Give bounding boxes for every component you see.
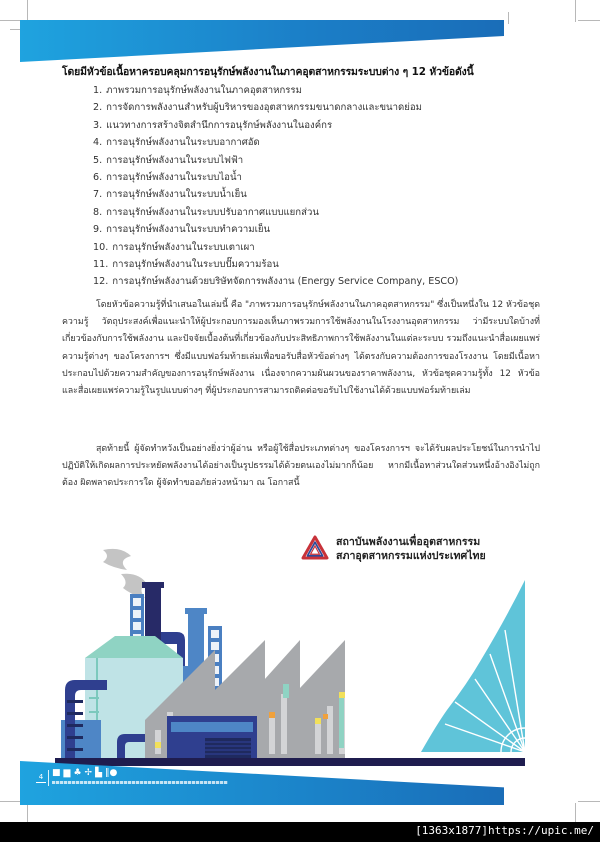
topic-number: 3. [93, 119, 103, 131]
topic-item [93, 152, 458, 169]
topic-item [93, 221, 458, 238]
topic-text: การอนุรักษ์พลังงานในระบบไอน้ำ [106, 171, 242, 183]
topic-number: 4. [93, 137, 103, 149]
logo-line-2: สภาอุตสาหกรรมแห่งประเทศไทย [336, 550, 486, 562]
intro-paragraph [62, 297, 540, 400]
topic-number: 11. [93, 258, 109, 270]
topic-number: 8. [93, 206, 103, 218]
factory-illustration [55, 534, 575, 770]
crop-mark [27, 803, 28, 822]
crop-mark [508, 12, 509, 24]
topic-item [93, 169, 458, 186]
crop-mark [578, 801, 600, 802]
topic-item [93, 117, 458, 134]
wind-turbine-icon: ✢ [84, 768, 93, 778]
topic-item [93, 256, 458, 273]
topic-item [93, 134, 458, 151]
topic-text: การอนุรักษ์พลังงานในระบบอากาศอัด [106, 137, 260, 149]
crop-mark [0, 801, 22, 802]
footer-icon-row [52, 768, 117, 778]
page-number: 4 [36, 773, 46, 783]
topic-text: การจัดการพลังงานสำหรับผู้บริหารของอุตสาหกรรมขนาดกลางและขนาดย่อม [106, 102, 422, 114]
topic-number: 9. [93, 224, 103, 236]
footer-divider [48, 770, 49, 786]
light-bulb-icon: ‖● [104, 768, 118, 778]
topic-text: การอนุรักษ์พลังงานในระบบไฟฟ้า [106, 154, 244, 166]
topic-item [93, 204, 458, 221]
topic-number: 6. [93, 171, 103, 183]
institute-logo [300, 534, 486, 564]
factory-icon: ■ [52, 768, 61, 778]
crop-mark [575, 803, 576, 822]
topic-list [93, 82, 458, 291]
closing-paragraph [62, 441, 540, 493]
paragraph-text: สุดท้ายนี้ ผู้จัดทำหวังเป็นอย่างยิ่งว่าผู้อ่าน หรือผู้ใช้สื่อประเภทต่างๆ ของโครงการฯ จะได้รับผลประโยชน์ในการนำไปปฏิบัติให้เกิดผลการประหยัดพลังงานได้อย่างเป็นรูปธรรมได้ด้วยตนเองไม่มากก็น้อย หากมีเนื้อหาส่วนใดส่วนหนึ่งอ้างอิงไม่ถูกต้อง ผิดพลาดประการใด ผู้จัดทำขออภัยล่วงหน้ามา ณ โอกาสนี้ [62, 444, 540, 489]
topic-item [93, 239, 458, 256]
topic-text: การอนุรักษ์พลังงานในระบบน้ำเย็น [106, 189, 247, 201]
industry-icon: ▙ [95, 768, 102, 778]
topic-item [93, 186, 458, 203]
institute-emblem-icon [300, 534, 330, 564]
topic-text: ภาพรวมการอนุรักษ์พลังงานในภาคอุตสาหกรรม [106, 85, 302, 96]
topic-number: 2. [93, 102, 103, 114]
crop-mark [578, 20, 600, 21]
topic-text: การอนุรักษ์พลังงานในระบบปั๊มความร้อน [112, 258, 279, 270]
image-watermark: [1363x1877]https://upic.me/ [415, 824, 594, 837]
crop-mark [0, 20, 22, 21]
footer-tagline [52, 781, 228, 784]
topic-item [93, 82, 458, 99]
building-icon: ▆ [63, 768, 71, 778]
crop-mark [575, 0, 576, 22]
topic-text: การอนุรักษ์พลังงานในระบบทำความเย็น [106, 224, 271, 236]
crop-mark [27, 0, 28, 22]
topic-number: 1. [93, 85, 103, 96]
paragraph-text: โดยหัวข้อความรู้ที่นำเสนอในเล่มนี้ คือ "ภาพรวมการอนุรักษ์พลังงานในภาคอุตสาหกรรม" ซึ่งเป็นหนึ่งใน 12 หัวข้อชุดความรู้ วัตถุประสงค์เพื่อแนะนำให้ผู้ประกอบการมองเห็นภาพรวมการใช้พลังงานในโรงงานอุตสาหกรรม ว่ามีระบบใดบ้างที่เกี่ยวข้องกับการใช้พลังงาน และปัจจัยเบื้องต้นที่เกี่ยวข้องกับประสิทธิภาพการใช้พลังงานในแต่ละระบบ รวมถึงแนะนำสื่อเผยแพร่ความรู้ต่างๆ ของโครงการฯ ซึ่งมีแบบฟอร์มท้ายเล่มเพื่อขอรับสื่อหัวข้อต่างๆ ได้ตรงกับความต้องการของโรงงาน โดยมีเนื้อหาประกอบไปด้วยความสำคัญของการอนุรักษ์พลังงาน เนื่องจากความผันผวนของราคาพลังงาน, หัวข้อชุดความรู้ทั้ง 12 หัวข้อ และสื่อเผยแพร่ความรู้ในรูปแบบต่างๆ ที่ผู้ประกอบการสามารถติดต่อขอรับไปใช้งานได้ด้วยแบบฟอร์มท้ายเล่ม [62, 300, 540, 397]
topic-number: 5. [93, 154, 103, 166]
topic-item [93, 273, 458, 290]
logo-line-1: สถาบันพลังงานเพื่ออุตสาหกรรม [336, 536, 481, 548]
topic-number: 10. [93, 241, 109, 253]
topic-text: การอนุรักษ์พลังงานในระบบปรับอากาศแบบแยกส่วน [106, 206, 319, 218]
topic-text: การอนุรักษ์พลังงานด้วยบริษัทจัดการพลังงาน (Energy Service Company, ESCO) [112, 276, 459, 288]
topic-number: 12. [93, 276, 109, 288]
topic-text: การอนุรักษ์พลังงานในระบบเตาเผา [112, 241, 255, 253]
topic-number: 7. [93, 189, 103, 201]
section-heading: โดยมีหัวข้อเนื้อหาครอบคลุมการอนุรักษ์พลังงานในภาคอุตสาหกรรมระบบต่าง ๆ 12 หัวข้อดังนี้ [62, 66, 474, 78]
top-banner [20, 20, 504, 62]
topic-item [93, 99, 458, 116]
tree-icon: ♣ [73, 768, 82, 778]
topic-text: แนวทางการสร้างจิตสำนึกการอนุรักษ์พลังงานในองค์กร [106, 119, 333, 131]
